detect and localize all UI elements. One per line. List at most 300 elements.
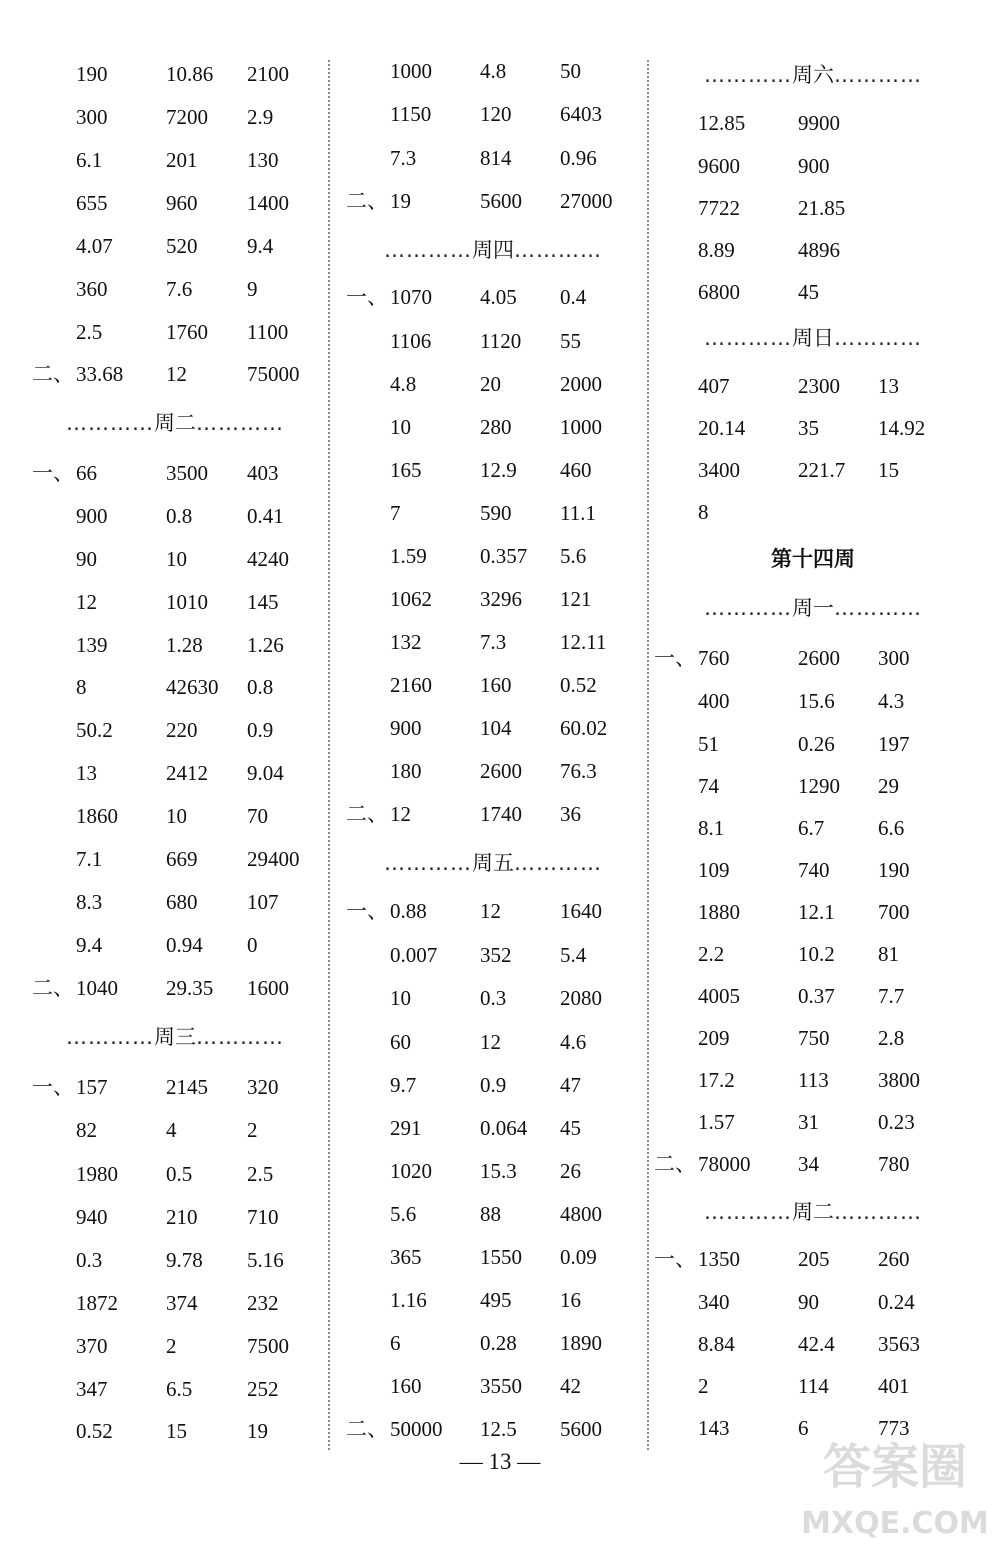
answer-value: 2.5 [76, 320, 103, 344]
answer-row [668, 370, 958, 402]
answer-row [348, 1112, 638, 1144]
dotted-leader-left: ………… [704, 596, 792, 620]
answer-value: 1872 [76, 1291, 118, 1315]
answer-value: 5.4 [560, 943, 587, 967]
answer-row [348, 669, 638, 701]
answer-value: 8.3 [76, 890, 103, 914]
answer-value: 0.28 [480, 1331, 517, 1355]
answer-value: 4.6 [560, 1030, 587, 1054]
answer-value: 12.85 [698, 111, 746, 135]
watermark-logo [800, 1432, 990, 1548]
dotted-leader-right: ………… [514, 851, 602, 875]
answer-value: 210 [166, 1205, 198, 1229]
answer-value: 9.4 [247, 234, 274, 258]
answer-value: 26 [560, 1159, 581, 1183]
answer-value: 9600 [698, 154, 740, 178]
answer-value: 121 [560, 587, 592, 611]
answer-value: 374 [166, 1291, 198, 1315]
answer-value: 13 [878, 374, 899, 398]
answer-row [30, 1158, 320, 1190]
answer-value: 2.2 [698, 942, 725, 966]
answer-value: 1400 [247, 191, 289, 215]
answer-value: 10.86 [166, 62, 214, 86]
answer-row [654, 1243, 958, 1275]
answer-value: 2.9 [247, 105, 274, 129]
answer-value: 2412 [166, 761, 208, 785]
answer-value: 0.9 [480, 1073, 507, 1097]
answer-value: 35 [798, 416, 819, 440]
answer-row [348, 281, 638, 313]
answer-value: 760 [698, 646, 730, 670]
page-number: — 13 — [459, 1449, 541, 1474]
answer-value: 1040 [76, 976, 118, 1000]
answer-value: 1890 [560, 1331, 602, 1355]
answer-value: 2 [166, 1334, 177, 1358]
answer-value: 1350 [698, 1247, 740, 1271]
answer-value: 0.23 [878, 1110, 915, 1134]
answer-value: 1020 [390, 1159, 432, 1183]
answer-row [668, 1022, 958, 1054]
answer-value: 0.007 [390, 943, 438, 967]
answer-row [30, 1287, 320, 1319]
answer-value: 4896 [798, 238, 840, 262]
answer-value: 360 [76, 277, 108, 301]
section-marker: 一、 [32, 461, 74, 485]
answer-value: 12.5 [480, 1417, 517, 1441]
answer-row [668, 412, 958, 444]
answer-value: 940 [76, 1205, 108, 1229]
answer-value: 180 [390, 759, 422, 783]
answer-value: 201 [166, 148, 198, 172]
answer-row [348, 755, 638, 787]
answer-value: 773 [878, 1416, 910, 1440]
answer-row [348, 583, 638, 615]
answer-row [30, 629, 320, 661]
answer-value: 165 [390, 458, 422, 482]
section-marker: 一、 [32, 1075, 74, 1099]
answer-row [30, 671, 320, 703]
answer-value: 0.52 [560, 673, 597, 697]
answer-row [348, 939, 638, 971]
dotted-leader-right: ………… [196, 411, 284, 435]
answer-value: 21.85 [798, 196, 846, 220]
answer-row [348, 98, 638, 130]
week-title: 第十四周 [771, 547, 855, 571]
dotted-leader-left: ………… [384, 851, 472, 875]
answer-value: 780 [878, 1152, 910, 1176]
answer-row [30, 187, 320, 219]
answer-value: 1.57 [698, 1110, 735, 1134]
answer-row [30, 972, 320, 1004]
answer-value: 13 [76, 761, 97, 785]
answer-value: 12 [480, 899, 501, 923]
answer-value: 9.78 [166, 1248, 203, 1272]
answer-value: 655 [76, 191, 108, 215]
answer-value: 3500 [166, 461, 208, 485]
answer-row [348, 712, 638, 744]
answer-value: 740 [798, 858, 830, 882]
answer-row [348, 454, 638, 486]
answer-value: 3400 [698, 458, 740, 482]
answer-value: 6800 [698, 280, 740, 304]
answer-row [30, 1330, 320, 1362]
answer-value: 50 [560, 59, 581, 83]
answer-value: 5600 [560, 1417, 602, 1441]
answer-value: 47 [560, 1073, 581, 1097]
day-heading [30, 407, 320, 439]
answer-row [668, 496, 958, 528]
answer-value: 75000 [247, 362, 300, 386]
answer-value: 300 [878, 646, 910, 670]
answer-value: 29 [878, 774, 899, 798]
section-marker: 二、 [346, 802, 388, 826]
answer-value: 6.1 [76, 148, 103, 172]
answer-value: 2000 [560, 372, 602, 396]
answer-value: 2080 [560, 986, 602, 1010]
answer-row [348, 1241, 638, 1273]
answer-value: 1880 [698, 900, 740, 924]
answer-value: 1000 [560, 415, 602, 439]
section-marker: 一、 [654, 646, 696, 670]
answer-value: 3800 [878, 1068, 920, 1092]
answer-value: 4.07 [76, 234, 113, 258]
answer-row [668, 685, 958, 717]
answer-row [30, 58, 320, 90]
answer-row [668, 980, 958, 1012]
dotted-leader-right: ………… [196, 1025, 284, 1049]
day-label: 周日 [792, 326, 834, 350]
section-marker: 一、 [654, 1247, 696, 1271]
answer-row [348, 1327, 638, 1359]
answer-row [30, 714, 320, 746]
answer-value: 33.68 [76, 362, 124, 386]
answer-row [30, 929, 320, 961]
answer-row [668, 938, 958, 970]
answer-row [30, 586, 320, 618]
answer-value: 1000 [390, 59, 432, 83]
answer-row [668, 234, 958, 266]
answer-value: 104 [480, 716, 512, 740]
answer-value: 12 [390, 802, 411, 826]
answer-value: 400 [698, 689, 730, 713]
answer-row [348, 368, 638, 400]
answer-row [348, 1026, 638, 1058]
answer-value: 82 [76, 1118, 97, 1142]
day-heading [30, 1021, 320, 1053]
answer-value: 1070 [390, 285, 432, 309]
answer-value: 15.6 [798, 689, 835, 713]
answer-value: 17.2 [698, 1068, 735, 1092]
answer-value: 0.8 [247, 675, 274, 699]
answer-value: 0.37 [798, 984, 835, 1008]
answer-value: 1.59 [390, 544, 427, 568]
day-label: 周五 [472, 851, 514, 875]
answer-value: 347 [76, 1377, 108, 1401]
answer-value: 109 [698, 858, 730, 882]
answer-row [30, 500, 320, 532]
section-marker: 二、 [654, 1152, 696, 1176]
answer-value: 1980 [76, 1162, 118, 1186]
answer-row [348, 626, 638, 658]
answer-row [30, 543, 320, 575]
answer-value: 12.9 [480, 458, 517, 482]
answer-value: 3550 [480, 1374, 522, 1398]
answer-row [668, 1328, 958, 1360]
answer-value: 120 [480, 102, 512, 126]
answer-value: 50000 [390, 1417, 443, 1441]
answer-value: 60 [390, 1030, 411, 1054]
answer-value: 900 [76, 504, 108, 528]
answer-value: 4.3 [878, 689, 905, 713]
answer-value: 1550 [480, 1245, 522, 1269]
answer-value: 88 [480, 1202, 501, 1226]
answer-value: 7.1 [76, 847, 103, 871]
answer-value: 291 [390, 1116, 422, 1140]
answer-row [668, 276, 958, 308]
answer-row [348, 1198, 638, 1230]
answer-value: 45 [560, 1116, 581, 1140]
answer-value: 19 [247, 1419, 268, 1443]
answer-value: 2 [247, 1118, 258, 1142]
dotted-leader-right: ………… [514, 238, 602, 262]
answer-row [30, 1201, 320, 1233]
answer-value: 7.3 [480, 630, 507, 654]
answer-value: 6 [798, 1416, 809, 1440]
answer-value: 1640 [560, 899, 602, 923]
answer-row [348, 1370, 638, 1402]
answer-value: 2600 [480, 759, 522, 783]
answer-value: 78000 [698, 1152, 751, 1176]
answer-value: 1120 [480, 329, 522, 353]
answer-row [668, 896, 958, 928]
answer-value: 10.2 [798, 942, 835, 966]
answer-value: 7200 [166, 105, 208, 129]
answer-value: 15 [166, 1419, 187, 1443]
dotted-leader-left: ………… [66, 411, 154, 435]
answer-value: 10 [166, 547, 187, 571]
answer-row [30, 273, 320, 305]
answer-value: 814 [480, 146, 512, 170]
answer-value: 495 [480, 1288, 512, 1312]
answer-value: 3563 [878, 1332, 920, 1356]
watermark-url: MXQE.COM [801, 1506, 989, 1541]
answer-value: 0 [247, 933, 258, 957]
answer-value: 10 [390, 415, 411, 439]
answer-row [30, 1071, 320, 1103]
answer-row [668, 1064, 958, 1096]
answer-row [668, 770, 958, 802]
answer-value: 7 [390, 501, 401, 525]
answer-row [348, 982, 638, 1014]
answer-value: 190 [76, 62, 108, 86]
answer-value: 42 [560, 1374, 581, 1398]
answer-value: 29.35 [166, 976, 214, 1000]
answer-value: 0.8 [166, 504, 193, 528]
answer-row [348, 1069, 638, 1101]
answer-value: 220 [166, 718, 198, 742]
day-label: 周六 [792, 63, 834, 87]
answer-row [348, 185, 638, 217]
answer-value: 4005 [698, 984, 740, 1008]
answer-value: 10 [390, 986, 411, 1010]
answer-value: 2160 [390, 673, 432, 697]
day-label: 周二 [154, 411, 196, 435]
answer-value: 590 [480, 501, 512, 525]
answer-row [348, 798, 638, 830]
answer-value: 403 [247, 461, 279, 485]
answer-value: 9 [247, 277, 258, 301]
answer-row [30, 316, 320, 348]
answer-row [668, 728, 958, 760]
dotted-leader-left: ………… [384, 238, 472, 262]
answer-value: 9900 [798, 111, 840, 135]
answer-value: 45 [798, 280, 819, 304]
answer-value: 7722 [698, 196, 740, 220]
answer-value: 14.92 [878, 416, 926, 440]
answer-row [30, 1373, 320, 1405]
answer-value: 157 [76, 1075, 108, 1099]
day-label: 周二 [792, 1200, 834, 1224]
answer-value: 113 [798, 1068, 829, 1092]
answer-value: 6.6 [878, 816, 905, 840]
answer-row [30, 457, 320, 489]
section-marker: 二、 [346, 1417, 388, 1441]
answer-value: 0.4 [560, 285, 587, 309]
answer-value: 34 [798, 1152, 819, 1176]
answer-value: 8.1 [698, 816, 725, 840]
answer-value: 31 [798, 1110, 819, 1134]
dotted-leader-right: ………… [834, 596, 922, 620]
day-label: 周三 [154, 1025, 196, 1049]
answer-value: 4 [166, 1118, 177, 1142]
answer-value: 280 [480, 415, 512, 439]
dotted-leader-left: ………… [704, 1200, 792, 1224]
answer-value: 74 [698, 774, 719, 798]
answer-value: 900 [390, 716, 422, 740]
section-marker: 二、 [32, 976, 74, 1000]
section-marker: 一、 [346, 899, 388, 923]
answer-value: 4.8 [480, 59, 507, 83]
answer-value: 401 [878, 1374, 910, 1398]
answer-value: 145 [247, 590, 279, 614]
answer-value: 0.24 [878, 1290, 915, 1314]
answer-value: 2.5 [247, 1162, 274, 1186]
answer-value: 680 [166, 890, 198, 914]
answer-value: 221.7 [798, 458, 846, 482]
day-heading [668, 59, 958, 91]
answer-value: 143 [698, 1416, 730, 1440]
answer-value: 12 [480, 1030, 501, 1054]
answer-row [30, 800, 320, 832]
answer-value: 0.5 [166, 1162, 193, 1186]
answer-value: 1.26 [247, 633, 284, 657]
answer-value: 5.6 [390, 1202, 417, 1226]
answer-row [30, 1114, 320, 1146]
answer-value: 2300 [798, 374, 840, 398]
answer-row [668, 1286, 958, 1318]
answer-value: 2145 [166, 1075, 208, 1099]
answer-row [348, 325, 638, 357]
answer-row [30, 1244, 320, 1276]
answer-value: 6 [390, 1331, 401, 1355]
answer-value: 1.16 [390, 1288, 427, 1312]
answer-row [348, 1284, 638, 1316]
answer-row [348, 540, 638, 572]
answer-value: 0.064 [480, 1116, 528, 1140]
answer-value: 10 [166, 804, 187, 828]
answer-value: 2600 [798, 646, 840, 670]
answer-value: 710 [247, 1205, 279, 1229]
answer-value: 12.11 [560, 630, 607, 654]
answer-value: 11.1 [560, 501, 596, 525]
answer-row [668, 192, 958, 224]
answer-value: 2 [698, 1374, 709, 1398]
answer-value: 460 [560, 458, 592, 482]
answer-value: 7.7 [878, 984, 905, 1008]
answer-value: 365 [390, 1245, 422, 1269]
answer-value: 370 [76, 1334, 108, 1358]
answer-value: 42630 [166, 675, 219, 699]
answer-row [668, 107, 958, 139]
dotted-leader-left: ………… [66, 1025, 154, 1049]
answer-row [30, 1415, 320, 1447]
answer-value: 16 [560, 1288, 581, 1312]
answer-value: 81 [878, 942, 899, 966]
answer-value: 51 [698, 732, 719, 756]
answer-value: 55 [560, 329, 581, 353]
answer-row [348, 1155, 638, 1187]
dotted-leader-right: ………… [834, 326, 922, 350]
section-marker: 一、 [346, 285, 388, 309]
column-divider-left [328, 60, 330, 1450]
day-label: 周四 [472, 238, 514, 262]
dotted-leader-left: ………… [704, 326, 792, 350]
answer-row [668, 1106, 958, 1138]
answer-value: 750 [798, 1026, 830, 1050]
answer-value: 160 [390, 1374, 422, 1398]
column-divider-right [647, 60, 649, 1450]
answer-value: 1600 [247, 976, 289, 1000]
answer-value: 12 [76, 590, 97, 614]
answer-value: 60.02 [560, 716, 608, 740]
answer-value: 2100 [247, 62, 289, 86]
answer-value: 139 [76, 633, 108, 657]
answer-value: 0.41 [247, 504, 284, 528]
answer-row [668, 854, 958, 886]
answer-value: 4.05 [480, 285, 517, 309]
answer-value: 6.7 [798, 816, 825, 840]
answer-value: 76.3 [560, 759, 597, 783]
answer-value: 8.84 [698, 1332, 735, 1356]
answer-value: 4240 [247, 547, 289, 571]
answer-value: 320 [247, 1075, 279, 1099]
answer-value: 960 [166, 191, 198, 215]
answer-value: 42.4 [798, 1332, 835, 1356]
answer-value: 0.3 [480, 986, 507, 1010]
answer-value: 90 [76, 547, 97, 571]
answer-value: 36 [560, 802, 581, 826]
answer-row [348, 895, 638, 927]
answer-value: 0.9 [247, 718, 274, 742]
answer-value: 8 [698, 500, 709, 524]
answer-value: 0.09 [560, 1245, 597, 1269]
answer-value: 0.88 [390, 899, 427, 923]
answer-value: 340 [698, 1290, 730, 1314]
answer-value: 197 [878, 732, 910, 756]
day-heading [348, 847, 638, 879]
answer-value: 8 [76, 675, 87, 699]
day-label: 周一 [792, 596, 834, 620]
